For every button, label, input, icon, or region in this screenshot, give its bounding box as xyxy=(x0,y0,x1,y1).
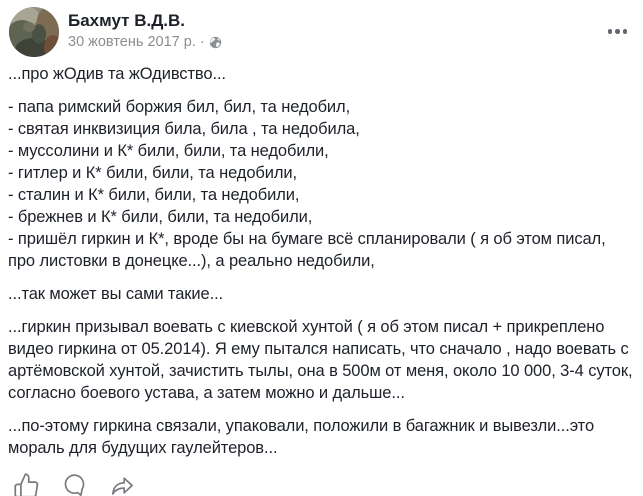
comment-button[interactable] xyxy=(61,472,88,496)
share-button[interactable] xyxy=(109,472,136,496)
post-list-line: - гитлер и К* били, били, та недобили, xyxy=(8,164,298,182)
post-subline xyxy=(68,33,222,51)
post-list xyxy=(8,96,635,272)
post-list-line: - брежнев и К* били, били, та недобили, xyxy=(8,208,313,226)
avatar[interactable] xyxy=(9,7,59,57)
ellipsis-dot xyxy=(608,29,613,34)
ellipsis-dot xyxy=(615,29,620,34)
post-date[interactable]: 30 жовтень 2017 р. xyxy=(68,34,196,50)
post-list-line: - муссолини и К* били, били, та недобили, xyxy=(8,142,329,160)
post-meta xyxy=(68,7,222,51)
share-icon xyxy=(109,472,136,496)
post-paragraph-intro: ...про жОдив та жОдивство... xyxy=(8,65,226,83)
post-list-line: - пришёл гиркин и К*, вроде бы на бумаге всё спланировали ( я об этом писал, про листовки в донецке...), а реально недобили, xyxy=(8,230,606,270)
post-actions xyxy=(0,470,643,496)
post-list-line: - папа римский боржия бил, бил, та недобил, xyxy=(8,98,351,116)
post-paragraph-outro: ...по-этому гиркина связали, упаковали, положили в багажник и вывезли...это мораль для будущих гаулейтеров... xyxy=(8,417,595,457)
comment-icon xyxy=(61,472,88,496)
avatar-camo-image xyxy=(9,7,59,57)
post-content xyxy=(0,57,643,459)
post-header xyxy=(0,0,643,57)
globe-icon xyxy=(209,36,222,49)
thumbs-up-icon xyxy=(13,472,40,496)
post-paragraph-middle: ...так может вы сами такие... xyxy=(8,285,224,303)
post-list-line: - святая инквизиция била, била , та недобила, xyxy=(8,120,360,138)
post-paragraph-long: ...гиркин призывал воевать с киевской хунтой ( я об этом писал + прикреплено видео гиркина от 05.2014). Я ему пытался написать, что сначало , надо воевать с артёмовской хунтой, зачистить тылы, она в 500м от меня, около 10 000, 3-4 суток, согласно боевого устава, а затем можно и дальше... xyxy=(8,318,633,402)
more-options-button[interactable] xyxy=(606,23,630,40)
author-name[interactable]: Бахмут В.Д.В. xyxy=(68,11,186,30)
ellipsis-dot xyxy=(623,29,628,34)
date-separator: · xyxy=(199,34,205,50)
post-list-line: - сталин и К* били, били, та недобили, xyxy=(8,186,300,204)
like-button[interactable] xyxy=(13,472,40,496)
